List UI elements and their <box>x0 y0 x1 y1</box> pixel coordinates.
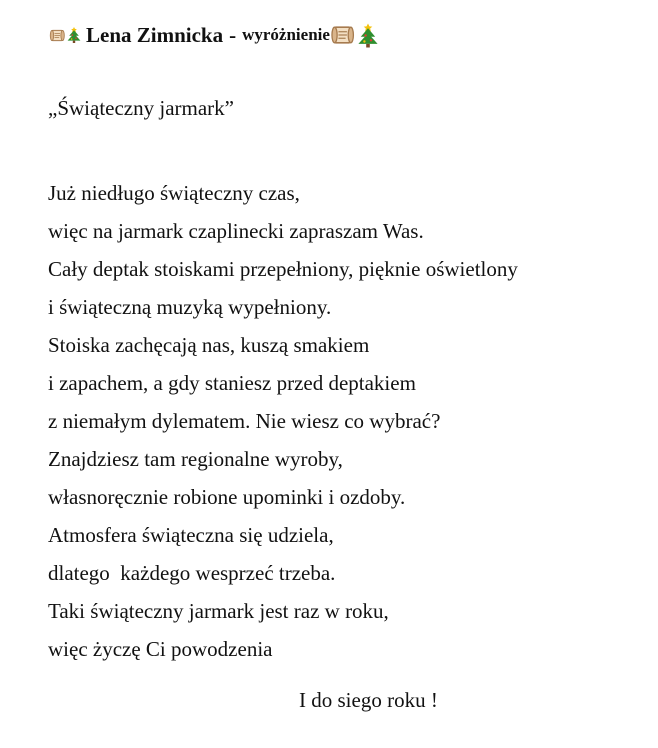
scroll-icon <box>49 27 66 44</box>
christmas-tree-icon <box>356 22 380 49</box>
poem-line: własnoręcznie robione upominki i ozdoby. <box>48 485 406 509</box>
poem-line: dlatego każdego wesprzeć trzeba. <box>48 561 336 585</box>
poem-title: „Świąteczny jarmark” <box>48 96 234 120</box>
poem-line: Już niedługo świąteczny czas, <box>48 181 300 205</box>
poem-line: Cały deptak stoiskami przepełniony, pięknie oświetlony <box>48 257 518 281</box>
poem-line: więc na jarmark czaplinecki zapraszam Was. <box>48 219 424 243</box>
poem-line: Taki świąteczny jarmark jest raz w roku, <box>48 599 389 623</box>
award-label: wyróżnienie <box>242 25 330 44</box>
poem-line: i świąteczną muzyką wypełniony. <box>48 295 332 319</box>
poem-closing: I do siego roku ! <box>299 688 438 712</box>
poem-body <box>48 174 518 668</box>
header-separator: - <box>229 22 237 47</box>
poem-line: Atmosfera świąteczna się udziela, <box>48 523 334 547</box>
poem-line: Znajdziesz tam regionalne wyroby, <box>48 447 343 471</box>
author-name: Lena Zimnicka <box>86 22 224 47</box>
poem-line: i zapachem, a gdy staniesz przed deptakiem <box>48 371 416 395</box>
header <box>49 18 380 52</box>
poem-line: Stoiska zachęcają nas, kuszą smakiem <box>48 333 370 357</box>
poem-line: z niemałym dylematem. Nie wiesz co wybrać? <box>48 409 441 433</box>
scroll-icon <box>330 22 356 48</box>
poem-line: więc życzę Ci powodzenia <box>48 637 273 661</box>
christmas-tree-icon <box>66 26 82 44</box>
